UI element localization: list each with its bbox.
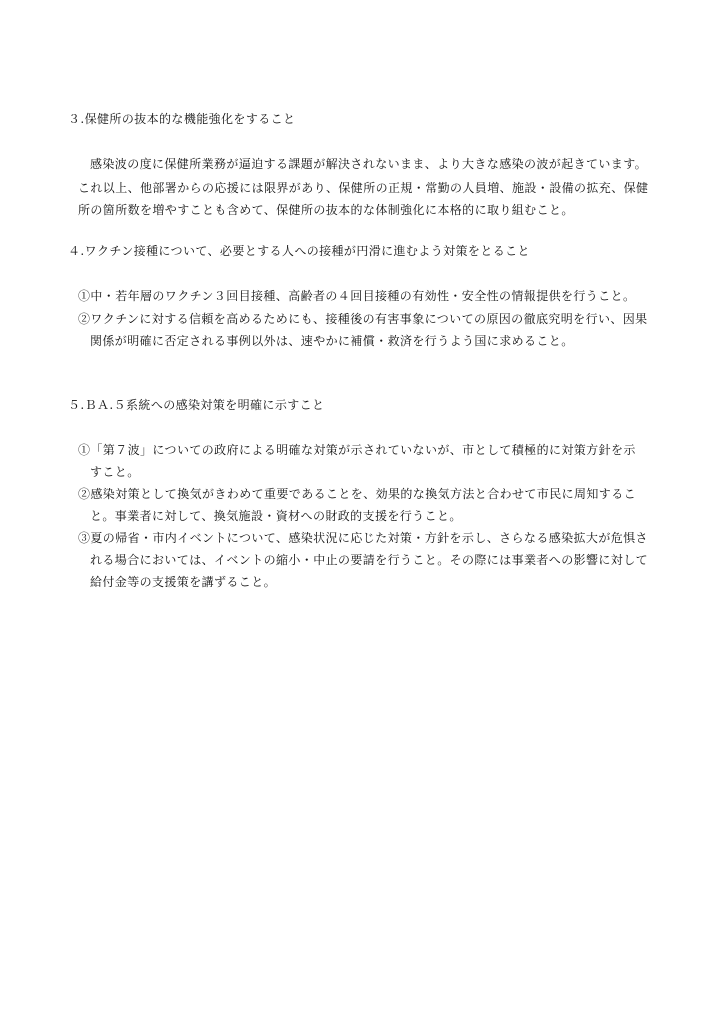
section-3-line-3: 所の箇所数を増やすことも含めて、保健所の抜本的な体制強化に本格的に取り組むこと。 — [78, 203, 574, 217]
section-5-item-3-cont-1: れる場合においては、イベントの縮小・中止の要請を行うこと。その際には事業者への影響に対して — [90, 553, 649, 567]
section-5-heading: ５.ＢＡ.５系統への感染対策を明確に示すこと — [68, 398, 325, 412]
section-4-item-2-cont: 関係が明確に否定される事例以外は、速やかに補償・救済を行うよう国に求めること。 — [90, 334, 574, 348]
section-4-item-2: ②ワクチンに対する信頼を高めるためにも、接種後の有害事象についての原因の徹底究明を行い、因果 — [78, 312, 648, 326]
section-5-item-1: ①「第７波」についての政府による明確な対策が示されていないが、市として積極的に対策方針を示 — [78, 443, 636, 457]
section-5-item-2-cont: と。事業者に対して、換気施設・資材への財政的支援を行うこと。 — [90, 509, 462, 523]
section-3-heading: ３.保健所の抜本的な機能強化をすること — [68, 112, 296, 126]
section-4-item-1: ①中・若年層のワクチン３回目接種、高齢者の４回目接種の有効性・安全性の情報提供を行うこと。 — [78, 289, 636, 303]
section-3-line-1: 感染波の度に保健所業務が逼迫する課題が解決されないまま、より大きな感染の波が起きています。 — [90, 157, 648, 171]
section-3-line-2: これ以上、他部署からの応援には限界があり、保健所の正規・常勤の人員増、施設・設備の拡充、保健 — [78, 181, 649, 195]
section-4-heading: ４.ワクチン接種について、必要とする人への接種が円滑に進むよう対策をとること — [68, 244, 530, 258]
section-5-item-1-cont: すこと。 — [90, 465, 140, 479]
section-5-item-2: ②感染対策として換気がきわめて重要であることを、効果的な換気方法と合わせて市民に周知するこ — [78, 487, 637, 501]
section-5-item-3-cont-2: 給付金等の支援策を講ずること。 — [90, 575, 277, 589]
section-5-item-3: ③夏の帰省・市内イベントについて、感染状況に応じた対策・方針を示し、さらなる感染拡大が危惧さ — [78, 531, 648, 545]
